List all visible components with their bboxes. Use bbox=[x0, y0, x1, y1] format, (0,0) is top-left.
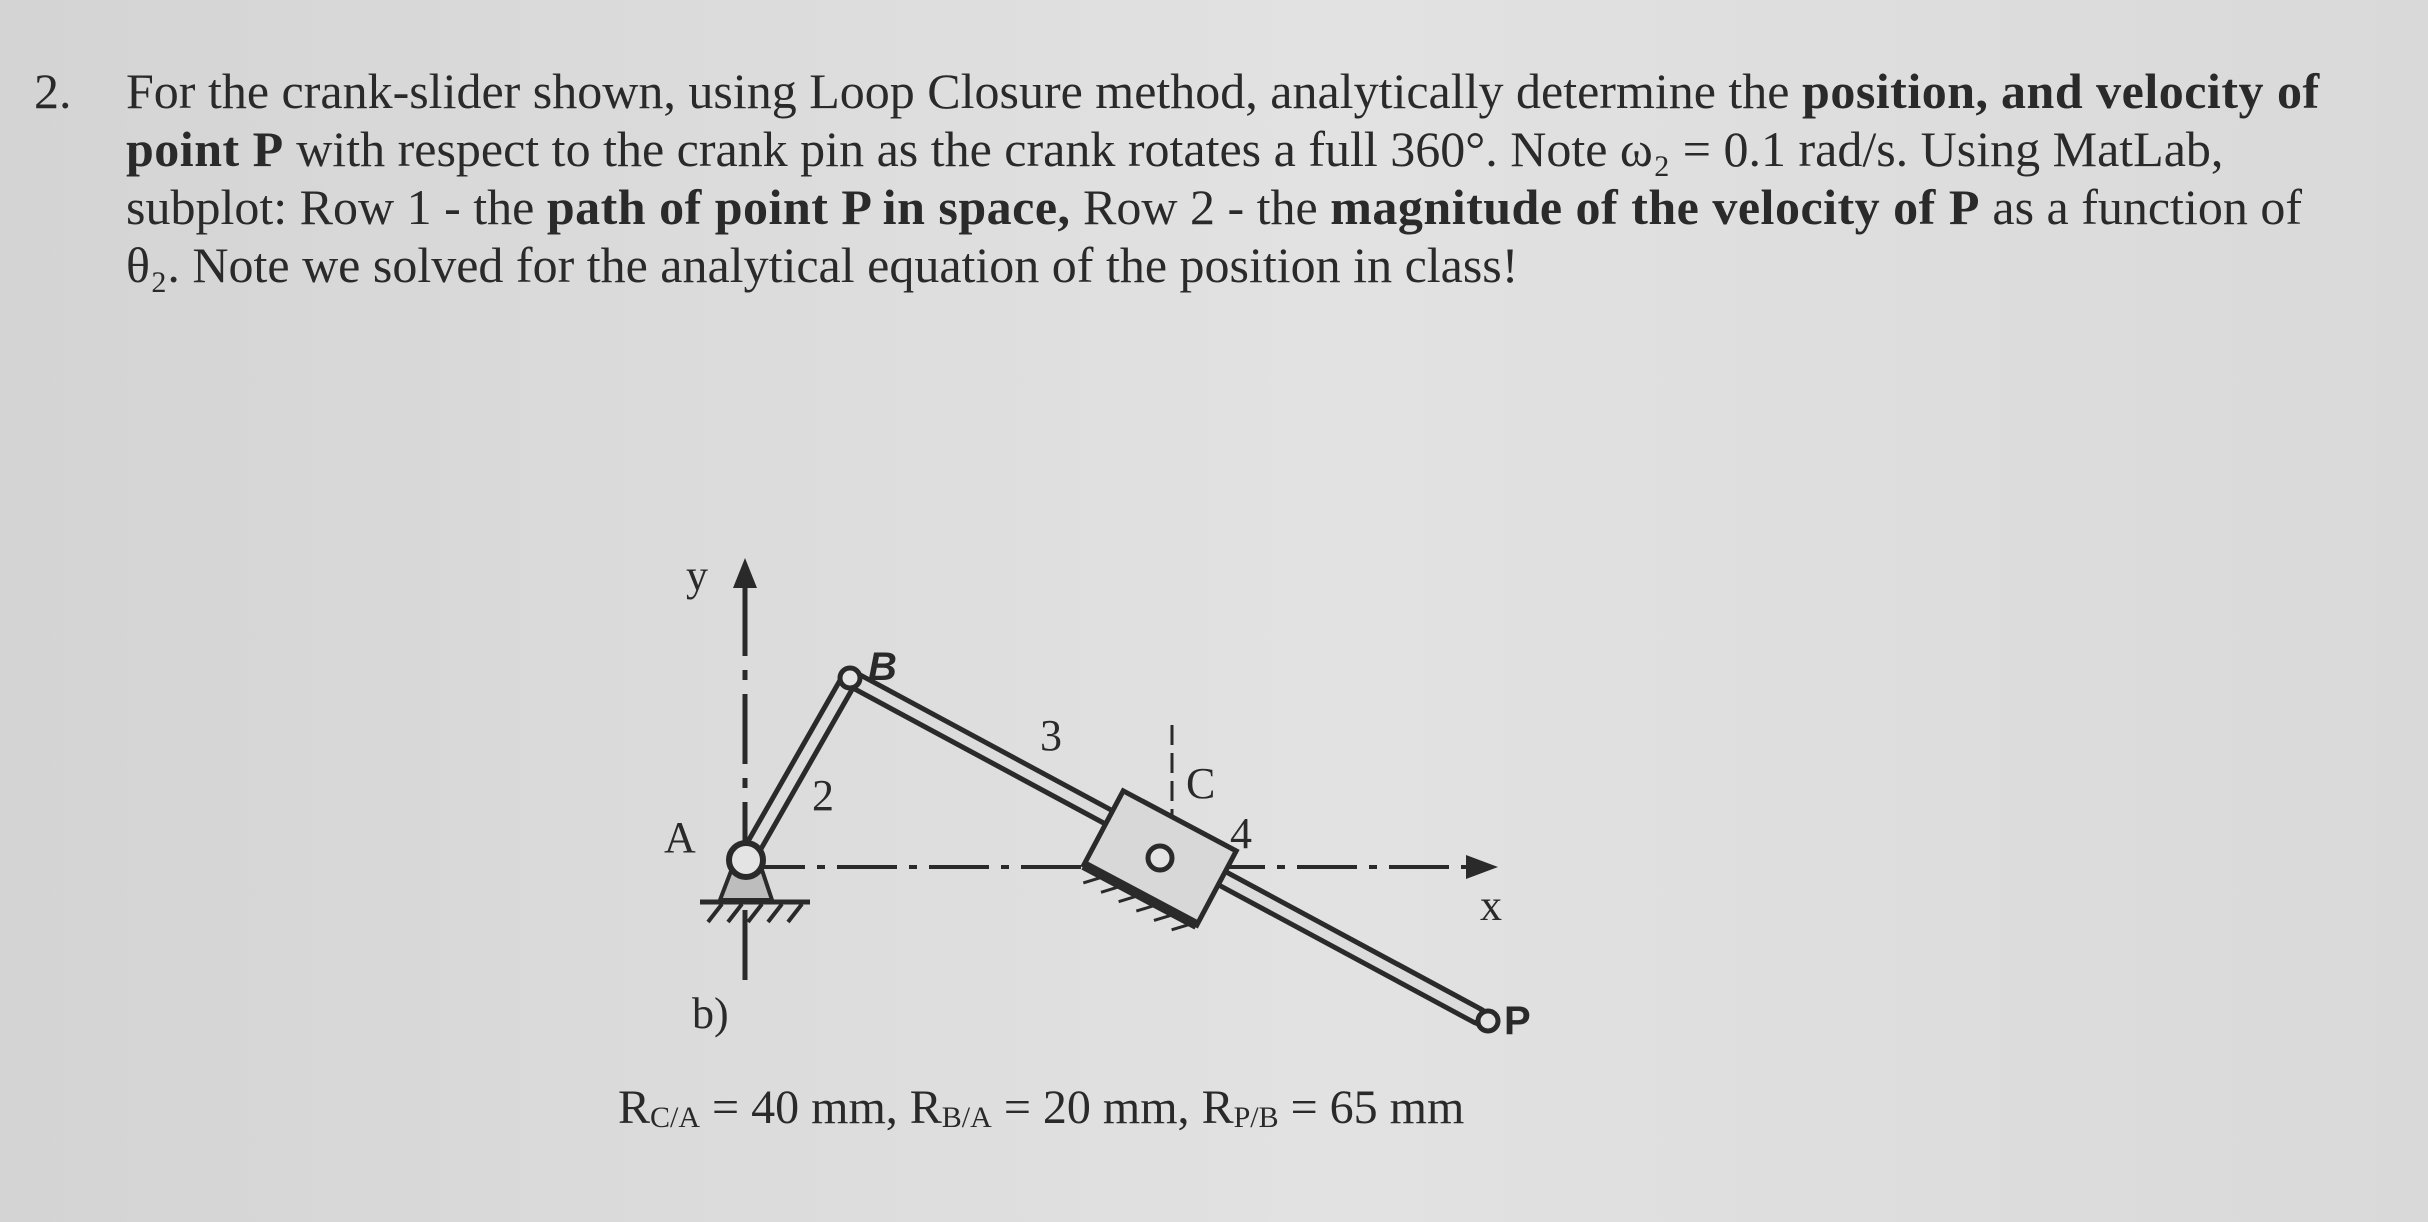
text-seg-8: magnitude of the velocity of P bbox=[1330, 179, 1980, 235]
text-seg-7: Row 2 - the bbox=[1070, 179, 1331, 235]
dimensions-caption bbox=[618, 1080, 1618, 1146]
r-ca-sub: C/A bbox=[650, 1101, 701, 1134]
r-pb-sym: R bbox=[1201, 1081, 1234, 1134]
text-seg-6: path of point P in space, bbox=[546, 179, 1071, 235]
r-ba-value: = 20 mm, bbox=[991, 1081, 1202, 1134]
crank-slider-diagram bbox=[600, 540, 1620, 1100]
text-seg-5: with respect to the crank pin as the crank rotates a full 360°. Note ω₂ = 0.1 rad/s. Using MatLab, subplot: Row 1 - the bbox=[126, 121, 2224, 235]
r-ba-sub: B/A bbox=[941, 1101, 992, 1134]
point-p bbox=[1478, 1011, 1498, 1031]
figure-tag: b) bbox=[692, 989, 729, 1038]
problem-number: 2. bbox=[34, 63, 72, 119]
pin-c bbox=[1148, 846, 1172, 870]
text-seg-9: as a function of θ₂. Note we solved for the analytical equation of the position in class! bbox=[126, 179, 2302, 293]
pin-a bbox=[729, 843, 763, 877]
problem-statement bbox=[34, 62, 2364, 294]
text-seg-2: position, bbox=[1802, 63, 1989, 119]
label-link-2: 2 bbox=[812, 771, 834, 820]
problem-text bbox=[126, 62, 2364, 294]
label-a: A bbox=[664, 813, 696, 862]
label-p: P bbox=[1504, 999, 1531, 1043]
r-ca-sym: R bbox=[618, 1081, 651, 1134]
link-2-core bbox=[746, 678, 850, 860]
r-pb-value: = 65 mm bbox=[1278, 1081, 1465, 1134]
text-seg-4: and velocity of point P bbox=[126, 63, 2320, 177]
r-ba-sym: R bbox=[909, 1081, 942, 1134]
label-c: C bbox=[1186, 759, 1216, 808]
text-seg-3 bbox=[1989, 63, 2002, 119]
label-link-3: 3 bbox=[1040, 711, 1062, 760]
label-link-4: 4 bbox=[1230, 809, 1252, 858]
x-axis-label: x bbox=[1480, 881, 1502, 930]
ground-hatch bbox=[708, 904, 802, 922]
text-seg-1: For the crank-slider shown, using Loop Closure method, analytically determine the bbox=[126, 63, 1803, 119]
pin-b bbox=[840, 668, 860, 688]
x-axis-arrow bbox=[1466, 855, 1498, 879]
mechanism-svg bbox=[600, 540, 1620, 1100]
label-b: B bbox=[868, 645, 897, 689]
r-ca-value: = 40 mm, bbox=[700, 1081, 910, 1134]
r-pb-sub: P/B bbox=[1233, 1101, 1279, 1134]
y-axis-label: y bbox=[686, 551, 708, 600]
y-axis-arrow bbox=[733, 558, 757, 588]
